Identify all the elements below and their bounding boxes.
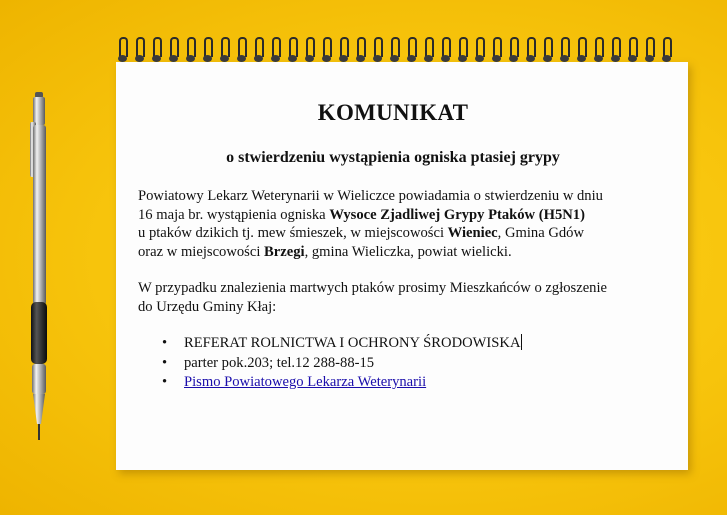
- notice-title: KOMUNIKAT: [317, 100, 469, 125]
- location-wieniec: Wieniec: [447, 225, 498, 241]
- para2-line1: W przypadku znalezienia martwych ptaków prosimy Mieszkańców o zgłoszenie: [138, 280, 608, 296]
- spiral-binding: [118, 37, 688, 67]
- para1-line2-text: 16 maja br. wystąpienia ogniska: [138, 206, 330, 223]
- room-and-phone: parter pok.203; tel.12 288-88-15: [184, 354, 375, 371]
- bullet-icon: •: [162, 335, 168, 351]
- pen-icon: [27, 92, 51, 444]
- para1-line4-tail: , gmina Wieliczka, powiat wielicki.: [304, 243, 512, 260]
- para1-line3-text: u ptaków dzikich tj. mew śmieszek, w miejscowości: [138, 225, 448, 241]
- list-item: [162, 373, 658, 393]
- disease-name: Wysoce Zjadliwej Grypy Ptaków (H5N1): [329, 206, 585, 223]
- bullet-icon: •: [162, 374, 168, 390]
- para1-line3-tail: , Gmina Gdów: [497, 225, 584, 241]
- notice-content: [138, 100, 658, 393]
- list-item: [162, 354, 658, 374]
- text-cursor: [521, 334, 522, 350]
- location-brzegi: Brzegi: [264, 243, 305, 260]
- veterinary-letter-link[interactable]: Pismo Powiatowego Lekarza Weterynarii: [184, 374, 427, 390]
- notice-paragraph-1: [138, 187, 658, 261]
- contact-list: [138, 334, 658, 393]
- bullet-icon: •: [162, 354, 168, 371]
- para1-line4-text: oraz w miejscowości: [138, 243, 265, 260]
- para1-line1: Powiatowy Lekarz Weterynarii w Wieliczce powiadamia o stwierdzeniu w dniu: [138, 188, 603, 204]
- notice-subtitle: o stwierdzeniu wystąpienia ogniska ptasiej grypy: [226, 149, 560, 166]
- notice-paragraph-2: [138, 279, 658, 316]
- list-item: [162, 334, 658, 354]
- para2-line2: do Urzędu Gminy Kłaj:: [138, 298, 277, 315]
- department-name: REFERAT ROLNICTWA I OCHRONY ŚRODOWISKA: [184, 335, 521, 351]
